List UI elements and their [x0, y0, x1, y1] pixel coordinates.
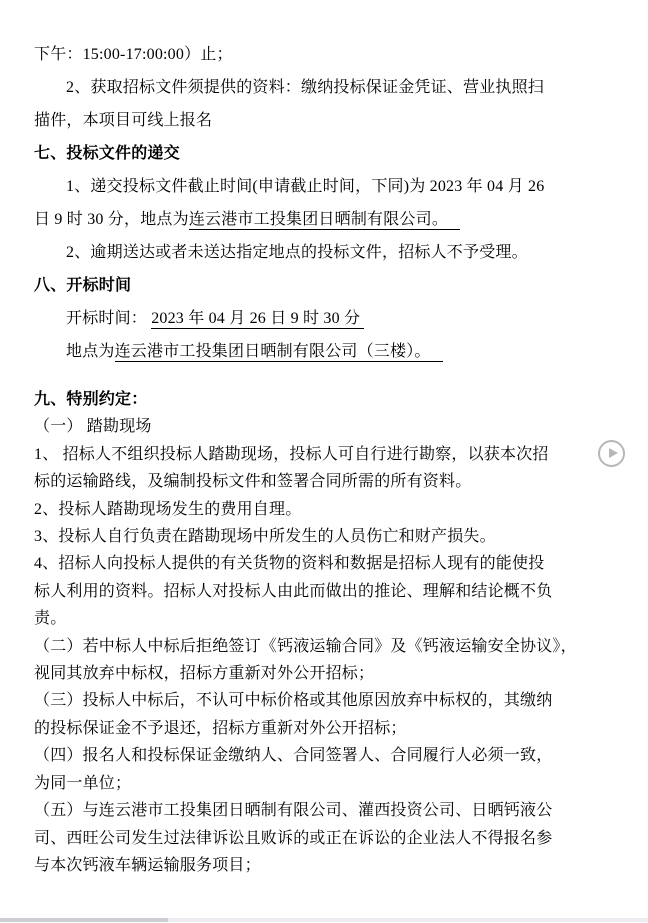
doc-line: 责。 — [34, 610, 67, 628]
doc-line: 描件，本项目可线上报名 — [34, 112, 213, 129]
doc-line: 司、西旺公司发生过法律诉讼且败诉的或正在诉讼的企业法人不得报名参 — [34, 829, 553, 847]
doc-line: （五）与连云港市工投集团日晒制有限公司、灌西投资公司、日晒钙液公 — [34, 802, 553, 820]
doc-line: 下午：15:00-17:00:00）止； — [34, 46, 233, 63]
doc-text: 日 9 时 30 分，地点为 — [34, 211, 189, 228]
section-nine-heading: 九、特别约定： — [34, 391, 148, 408]
doc-line: 视同其放弃中标权，招标方重新对外公开招标； — [34, 665, 375, 683]
doc-line: 标人利用的资料。招标人对投标人由此而做出的推论、理解和结论概不负 — [34, 582, 553, 600]
underlined-text: 连云港市工投集团日晒制有限公司。 — [189, 211, 460, 230]
underlined-text: 连云港市工投集团日晒制有限公司（三楼）。 — [115, 343, 443, 362]
doc-line: 标的运输路线，及编制投标文件和签署合同所需的所有资料。 — [34, 473, 472, 491]
doc-line: 为同一单位； — [34, 774, 132, 792]
underlined-text: 2023 年 04 月 26 日 9 时 30 分 — [151, 310, 364, 329]
doc-line: 2、逾期送达或者未送达指定地点的投标文件，招标人不予受理。 — [66, 244, 528, 261]
doc-line: 2、投标人踏勘现场发生的费用自理。 — [34, 500, 302, 518]
doc-line: 4、招标人向投标人提供的有关货物的资料和数据是招标人现有的能使投 — [34, 555, 545, 573]
next-page-button[interactable] — [598, 440, 625, 467]
doc-text: 开标时间： — [66, 310, 152, 327]
section-eight-heading: 八、开标时间 — [34, 277, 132, 294]
doc-text: 地点为 — [66, 343, 115, 360]
doc-line: （一） 踏勘现场 — [34, 418, 152, 436]
doc-line: 1、递交投标文件截止时间(申请截止时间，下同)为 2023 年 04 月 26 — [66, 178, 545, 195]
doc-line: 的投标保证金不予退还，招标方重新对外公开招标； — [34, 719, 407, 737]
doc-line — [34, 302, 618, 335]
doc-line: 3、投标人自行负责在踏勘现场中所发生的人员伤亡和财产损失。 — [34, 528, 496, 546]
doc-line: 2、获取招标文件须提供的资料：缴纳投标保证金凭证、营业执照扫 — [66, 79, 545, 96]
doc-line: （四）报名人和投标保证金缴纳人、合同签署人、合同履行人必须一致， — [34, 747, 553, 765]
doc-line: 与本次钙液车辆运输服务项目； — [34, 856, 261, 874]
doc-line — [34, 203, 618, 236]
horizontal-scrollbar-thumb[interactable] — [0, 918, 168, 922]
horizontal-scrollbar-track[interactable] — [0, 918, 648, 922]
blank-line — [34, 368, 618, 386]
doc-line: （二）若中标人中标后拒绝签订《钙液运输合同》及《钙液运输安全协议》， — [34, 637, 577, 655]
next-arrow-icon — [609, 448, 618, 458]
doc-line: 1、 招标人不组织投标人踏勘现场，投标人可自行进行勘察，以获本次招 — [34, 445, 549, 463]
section-seven-heading: 七、投标文件的递交 — [34, 145, 180, 162]
doc-line: （三）投标人中标后，不认可中标价格或其他原因放弃中标权的，其缴纳 — [34, 692, 553, 710]
doc-line — [34, 335, 618, 368]
